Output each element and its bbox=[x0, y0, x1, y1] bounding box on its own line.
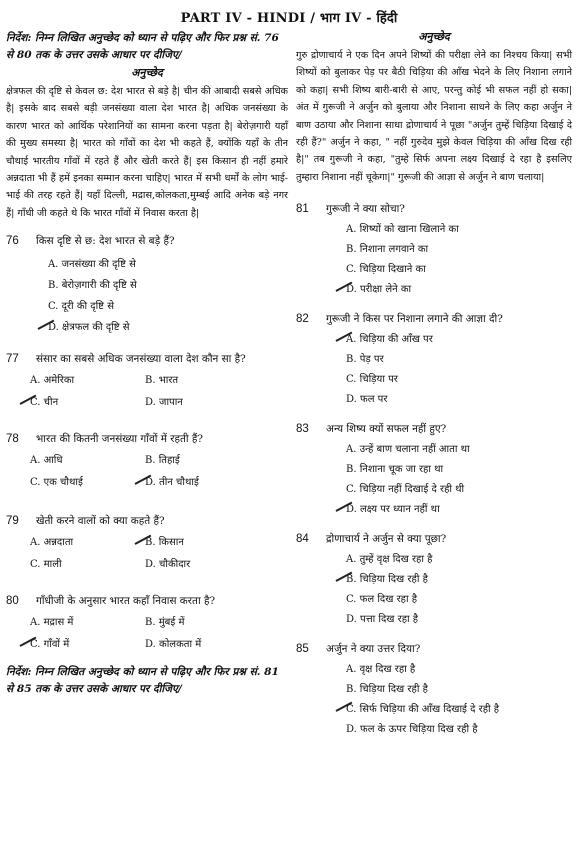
question-text: खेती करने वालों को क्या कहते हैं? bbox=[36, 515, 165, 528]
option-a[interactable]: A. मद्रास में bbox=[30, 617, 74, 629]
question-number: 84 bbox=[296, 533, 309, 546]
option-c[interactable]: C. माली bbox=[30, 559, 62, 571]
option-c-label: C. सिर्फ चिड़िया की आँख दिखाई दे रही है bbox=[346, 704, 500, 716]
option-d[interactable]: D. फल पर bbox=[346, 394, 388, 406]
option-d[interactable]: D. कोलकता में bbox=[145, 639, 202, 651]
question-text: अन्य शिष्य क्यों सफल नहीं हुए? bbox=[326, 423, 447, 436]
question-number: 85 bbox=[296, 643, 309, 656]
option-c[interactable] bbox=[346, 700, 572, 720]
option-a[interactable]: A. जनसंख्या की दृष्टि से bbox=[48, 259, 136, 271]
option-d[interactable] bbox=[145, 476, 255, 490]
option-b[interactable] bbox=[346, 570, 572, 590]
option-b[interactable]: B. पेड़ पर bbox=[346, 354, 384, 366]
option-c[interactable]: C. चिड़िया नहीं दिखाई दे रही थी bbox=[346, 484, 465, 496]
question-number: 79 bbox=[6, 515, 19, 528]
option-a[interactable]: A. तुम्हें वृक्ष दिख रहा है bbox=[346, 554, 433, 566]
option-a[interactable]: A. अमेरिका bbox=[30, 375, 75, 387]
question-number: 78 bbox=[6, 433, 19, 446]
question-82 bbox=[296, 312, 572, 410]
option-a-label: A. चिड़िया की आँख पर bbox=[346, 334, 433, 346]
question-number: 83 bbox=[296, 423, 309, 436]
option-d[interactable] bbox=[346, 500, 572, 520]
question-text: गुरूजी ने किस पर निशाना लगाने की आज्ञा दी? bbox=[326, 313, 503, 326]
option-a[interactable]: A. आधि bbox=[30, 455, 63, 467]
option-b[interactable]: B. भारत bbox=[145, 375, 179, 387]
question-77 bbox=[6, 352, 288, 410]
option-a[interactable]: A. वृक्ष दिख रहा है bbox=[346, 664, 416, 676]
passage-title-left: अनुच्छेद bbox=[131, 66, 163, 79]
option-a[interactable]: A. शिष्यों को खाना खिलाने का bbox=[346, 224, 459, 236]
question-text: संसार का सबसे अधिक जनसंख्या वाला देश कौन सा है? bbox=[36, 353, 246, 366]
question-number: 82 bbox=[296, 313, 309, 326]
option-a[interactable]: A. उन्हें बाण चलाना नहीं आता था bbox=[346, 444, 470, 456]
question-text: अर्जुन ने क्या उत्तर दिया? bbox=[326, 643, 421, 656]
question-text: किस दृष्टि से छ: देश भारत से बड़े हैं? bbox=[36, 235, 175, 248]
option-d[interactable] bbox=[48, 317, 288, 338]
question-76 bbox=[6, 234, 288, 338]
option-b[interactable]: B. चिड़िया दिख रही है bbox=[346, 684, 428, 696]
option-c[interactable]: C. चिड़िया पर bbox=[346, 374, 398, 386]
option-a[interactable]: A. अन्नदाता bbox=[30, 537, 74, 549]
passage-left: क्षेत्रफल की दृष्टि से केवल छ: देश भारत से बड़े है| चीन की आबादी सबसे अधिक है| इसके बाद सबसे बड़ी जनसंख्या वाला देश भारत है| अधिक जनसंख्या के कारण भारत को आर्थिक परेशानियों का सामना करना पड़ता है| बेरोज़गारी यहाँ की मुख्य समस्या है| भारत को गाँवों का देश भी कहते हैं, क्योंकि यहाँ के तीन चौथाई भारतीय गाँवों में रहते हैं और खेती करते हैं| इस किसान ही नहीं हमारे अन्नदाता भी हैं हमें इनका सम्मान करना चाहिए| भारत में सभी धर्मों के लोग भाई-भाई की तरह रहते हैं| यहाँ दिल्ली, मद्रास,कोलकता,मुम्बई आदि अनेक बड़े नगर हैं| गाँधी जी कहते थे कि भारत गाँवों में निवास करता है| bbox=[6, 86, 288, 219]
option-b[interactable]: B. मुंबई में bbox=[145, 617, 185, 629]
option-a[interactable] bbox=[346, 330, 572, 350]
right-column bbox=[296, 28, 572, 740]
question-text: द्रोणाचार्य ने अर्जुन से क्या पूछा? bbox=[326, 533, 447, 546]
question-84 bbox=[296, 532, 572, 630]
option-d[interactable]: D. चौकीदार bbox=[145, 559, 191, 571]
option-b[interactable]: B. निशाना चूक जा रहा था bbox=[346, 464, 444, 476]
option-b-label: B. चिड़िया दिख रही है bbox=[346, 574, 428, 586]
question-85 bbox=[296, 642, 572, 740]
question-83 bbox=[296, 422, 572, 520]
passage-right: गुरु द्रोणाचार्य ने एक दिन अपने शिष्यों की परीक्षा लेने का निश्चय किया| सभी शिष्यों को बुलाकर पेड़ पर बैठी चिड़िया की आँख भेदने के लिए निशाना लगाने को कहा| सभी शिष्य बारी-बारी से आए, परन्तु कोई भी सफल नहीं हो सका| अंत में गुरूजी ने अर्जुन को बुलाया और निशाना साधने के लिए कहा अर्जुन ने बाण उठाया और निशाना साधा द्रोणाचार्य ने पूछा "अर्जुन तुम्हें चिड़िया दिखाई दे रही हैं?" अर्जुन ने कहा, " नहीं गुरुदेव मुझे केवल चिड़िया की आँख दिख रही है|" तब गुरूजी ने कहा, "तुम्हे सिर्फ अपना लक्ष्य दिखाई दे रहा है इसलिए तुम्हारा निशाना नहीं चूकेगा|" गुरूजी की आज्ञा से अर्जुन ने बाण चलाया| bbox=[296, 50, 572, 183]
option-c[interactable]: C. फल दिख रहा है bbox=[346, 594, 418, 606]
option-d-label: D. तीन चौथाई bbox=[145, 477, 199, 489]
option-d[interactable]: D. फल के ऊपर चिड़िया दिख रही है bbox=[346, 724, 478, 736]
option-c[interactable]: C. एक चौथाई bbox=[30, 477, 83, 489]
question-number: 76 bbox=[6, 235, 19, 248]
option-c-label: C. गाँवों में bbox=[30, 639, 70, 651]
question-81 bbox=[296, 202, 572, 300]
option-b[interactable]: B. तिहाई bbox=[145, 455, 180, 467]
question-number: 81 bbox=[296, 203, 309, 216]
option-b[interactable]: B. निशाना लगवाने का bbox=[346, 244, 429, 256]
page-title: PART IV - HINDI / भाग IV - हिंदी bbox=[180, 11, 398, 26]
left-column bbox=[6, 30, 288, 698]
option-c[interactable] bbox=[30, 396, 145, 410]
option-d-label: D. क्षेत्रफल की दृष्टि से bbox=[48, 322, 130, 334]
option-b[interactable] bbox=[145, 536, 255, 550]
question-text: गाँधीजी के अनुसार भारत कहाँ निवास करता है? bbox=[36, 595, 216, 608]
question-number: 80 bbox=[6, 595, 19, 608]
question-79 bbox=[6, 514, 288, 572]
passage-title-right: अनुच्छेद bbox=[418, 30, 450, 43]
option-c[interactable]: C. चिड़िया दिखाने का bbox=[346, 264, 426, 276]
option-d[interactable] bbox=[346, 280, 572, 300]
option-b-label: B. किसान bbox=[145, 537, 184, 549]
question-text: गुरूजी ने क्या सोचा? bbox=[326, 203, 405, 216]
option-c[interactable] bbox=[30, 638, 145, 652]
question-78 bbox=[6, 432, 288, 490]
question-80 bbox=[6, 594, 288, 652]
option-d[interactable]: D. पत्ता दिख रहा है bbox=[346, 614, 419, 626]
option-d-label: D. परीक्षा लेने का bbox=[346, 284, 412, 296]
option-d[interactable]: D. जापान bbox=[145, 397, 183, 409]
option-d-label: D. लक्ष्य पर ध्यान नहीं था bbox=[346, 504, 440, 516]
instruction-81-85: निर्देश: निम्न लिखित अनुच्छेद को ध्यान से पढ़िए और फिर प्रश्न सं. 81 से 85 तक के उत्तर उसके आधार पर दीजिए/ bbox=[6, 666, 279, 696]
instruction-76-80: निर्देश: निम्न लिखित अनुच्छेद को ध्यान से पढ़िए और फिर प्रश्न सं. 76 से 80 तक के उत्तर उसके आधार पर दीजिए/ bbox=[6, 32, 279, 61]
option-b[interactable]: B. बेरोज़गारी की दृष्टि से bbox=[48, 280, 137, 292]
option-c[interactable]: C. दूरी की दृष्टि से bbox=[48, 301, 114, 313]
question-number: 77 bbox=[6, 353, 19, 366]
option-c-label: C. चीन bbox=[30, 397, 59, 409]
question-text: भारत की कितनी जनसंख्या गाँवों में रहती हैं? bbox=[36, 433, 203, 446]
